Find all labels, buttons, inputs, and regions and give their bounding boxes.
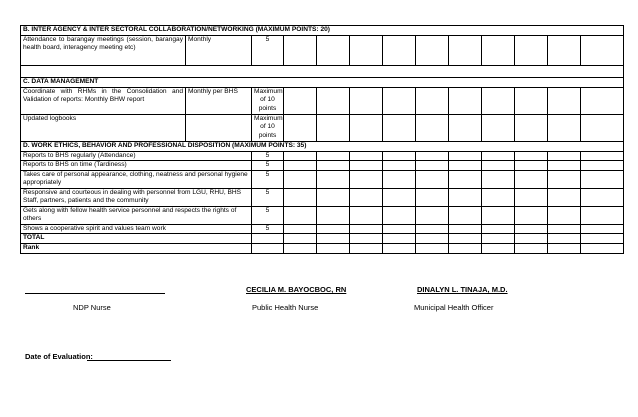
phn-title: Public Health Nurse	[252, 303, 319, 312]
rating-cell	[449, 170, 482, 188]
rating-cell	[416, 188, 449, 206]
rating-cell	[284, 88, 317, 115]
section-header: B. INTER AGENCY & INTER SECTORAL COLLABORATION/NETWORKING (MAXIMUM POINTS: 20)	[21, 26, 624, 36]
rating-cell	[515, 188, 548, 206]
rating-cell	[317, 244, 350, 254]
rating-cell	[449, 88, 482, 115]
rating-cell	[449, 234, 482, 244]
criteria-row	[21, 36, 624, 66]
rating-cell	[581, 206, 624, 224]
rating-cell	[383, 36, 416, 66]
criteria-cell: Attendance to barangay meetings (session, barangay health board, interagency meeting etc)	[21, 36, 186, 66]
rating-cell	[416, 224, 449, 233]
rating-cell	[482, 188, 515, 206]
rating-cell	[581, 244, 624, 254]
criteria-row	[21, 188, 624, 206]
criteria-cell: Shows a cooperative spirit and values team work	[21, 224, 252, 233]
rating-cell	[482, 88, 515, 115]
evaluation-table	[20, 25, 624, 254]
rating-cell	[350, 88, 383, 115]
rating-cell	[317, 36, 350, 66]
rating-cell	[317, 224, 350, 233]
section-header-row	[21, 26, 624, 36]
rating-cell	[416, 88, 449, 115]
rating-cell	[515, 224, 548, 233]
rating-cell	[350, 224, 383, 233]
points-cell: 5	[252, 170, 284, 188]
rating-cell	[350, 161, 383, 170]
rating-cell	[317, 234, 350, 244]
section-header-row	[21, 78, 624, 88]
section-header-row	[21, 142, 624, 152]
rating-cell	[482, 36, 515, 66]
rating-cell	[548, 115, 581, 142]
rating-cell	[317, 188, 350, 206]
rating-cell	[317, 206, 350, 224]
rating-cell	[350, 234, 383, 244]
rating-cell	[284, 152, 317, 161]
rating-cell	[548, 36, 581, 66]
total-row	[21, 234, 624, 244]
rank-points-cell	[252, 244, 284, 254]
rating-cell	[317, 115, 350, 142]
rating-cell	[515, 161, 548, 170]
rating-cell	[548, 88, 581, 115]
evaluation-date-line	[87, 360, 171, 361]
rating-cell	[350, 115, 383, 142]
rating-cell	[482, 115, 515, 142]
rating-cell	[449, 115, 482, 142]
rating-cell	[350, 244, 383, 254]
rating-cell	[383, 224, 416, 233]
rating-cell	[581, 188, 624, 206]
rating-cell	[581, 36, 624, 66]
points-cell: 5	[252, 206, 284, 224]
rating-cell	[284, 234, 317, 244]
rating-cell	[581, 115, 624, 142]
criteria-row	[21, 206, 624, 224]
rating-cell	[284, 161, 317, 170]
rating-cell	[416, 170, 449, 188]
rating-cell	[515, 234, 548, 244]
rating-cell	[416, 244, 449, 254]
criteria-cell: Coordinate with RHMs in the Consolidation and Validation of reports: Monthly BHW report	[21, 88, 186, 115]
rating-cell	[482, 152, 515, 161]
rating-cell	[350, 170, 383, 188]
rating-cell	[581, 88, 624, 115]
rating-cell	[449, 206, 482, 224]
rating-cell	[416, 206, 449, 224]
rating-cell	[515, 244, 548, 254]
criteria-row	[21, 161, 624, 170]
rating-cell	[284, 206, 317, 224]
points-cell: 5	[252, 188, 284, 206]
rating-cell	[284, 36, 317, 66]
rating-cell	[515, 206, 548, 224]
criteria-cell: Reports to BHS regularly (Attendance)	[21, 152, 252, 161]
rating-cell	[416, 234, 449, 244]
spacer-row	[21, 66, 624, 78]
rating-cell	[548, 188, 581, 206]
rating-cell	[317, 170, 350, 188]
criteria-row	[21, 224, 624, 233]
rating-cell	[350, 152, 383, 161]
rating-cell	[515, 88, 548, 115]
rating-cell	[581, 234, 624, 244]
rating-cell	[548, 206, 581, 224]
rating-cell	[581, 224, 624, 233]
rating-cell	[548, 152, 581, 161]
points-cell: Maximum of 10 points	[252, 88, 284, 115]
rating-cell	[449, 36, 482, 66]
section-header: D. WORK ETHICS, BEHAVIOR AND PROFESSIONAL DISPOSITION (MAXIMUM POINTS: 35)	[21, 142, 624, 152]
rating-cell	[548, 170, 581, 188]
rating-cell	[284, 188, 317, 206]
rating-cell	[383, 115, 416, 142]
criteria-row	[21, 152, 624, 161]
section-header: C. DATA MANAGEMENT	[21, 78, 624, 88]
rating-cell	[383, 161, 416, 170]
criteria-cell: Reports to BHS on time (Tardiness)	[21, 161, 252, 170]
frequency-cell	[186, 115, 252, 142]
rating-cell	[383, 152, 416, 161]
points-cell: 5	[252, 152, 284, 161]
ndp-signature-line	[25, 293, 165, 294]
rating-cell	[317, 88, 350, 115]
criteria-cell: Takes care of personal appearance, clothing, neatness and personal hygiene appropriately	[21, 170, 252, 188]
rating-cell	[350, 36, 383, 66]
rating-cell	[449, 224, 482, 233]
rating-cell	[581, 152, 624, 161]
rating-cell	[416, 115, 449, 142]
rating-cell	[449, 244, 482, 254]
rating-cell	[383, 244, 416, 254]
points-cell: 5	[252, 224, 284, 233]
rating-cell	[548, 234, 581, 244]
rating-cell	[449, 188, 482, 206]
rating-cell	[482, 170, 515, 188]
rating-cell	[383, 234, 416, 244]
rating-cell	[515, 115, 548, 142]
rating-cell	[284, 115, 317, 142]
rating-cell	[548, 161, 581, 170]
rating-cell	[548, 244, 581, 254]
rating-cell	[482, 161, 515, 170]
criteria-row	[21, 88, 624, 115]
rating-cell	[416, 152, 449, 161]
phn-name: CECILIA M. BAYOCBOC, RN	[246, 285, 347, 294]
spacer-cell	[21, 66, 624, 78]
rating-cell	[482, 224, 515, 233]
rating-cell	[383, 206, 416, 224]
rating-cell	[515, 36, 548, 66]
rating-cell	[317, 161, 350, 170]
frequency-cell: Monthly per BHS	[186, 88, 252, 115]
points-cell: 5	[252, 36, 284, 66]
rating-cell	[284, 244, 317, 254]
total-points-cell	[252, 234, 284, 244]
rating-cell	[416, 161, 449, 170]
rating-cell	[449, 161, 482, 170]
rank-label: Rank	[21, 244, 252, 254]
criteria-cell: Gets along with fellow health service personnel and respects the rights of others	[21, 206, 252, 224]
ndp-title: NDP Nurse	[73, 303, 111, 312]
rating-cell	[350, 188, 383, 206]
total-label: TOTAL	[21, 234, 252, 244]
rating-cell	[548, 224, 581, 233]
rating-cell	[350, 206, 383, 224]
rating-cell	[581, 161, 624, 170]
mho-name: DINALYN L. TINAJA, M.D.	[417, 285, 508, 294]
criteria-cell: Responsive and courteous in dealing with personnel from LGU, RHU, BHS Staff, partners, patients and the community	[21, 188, 252, 206]
rating-cell	[482, 234, 515, 244]
rating-cell	[515, 152, 548, 161]
rating-cell	[482, 244, 515, 254]
points-cell: Maximum of 10 points	[252, 115, 284, 142]
mho-title: Municipal Health Officer	[414, 303, 494, 312]
frequency-cell: Monthly	[186, 36, 252, 66]
points-cell: 5	[252, 161, 284, 170]
rating-cell	[284, 224, 317, 233]
rank-row	[21, 244, 624, 254]
rating-cell	[515, 170, 548, 188]
evaluation-date-label: Date of Evaluation:	[25, 352, 93, 361]
rating-cell	[416, 36, 449, 66]
rating-cell	[284, 170, 317, 188]
rating-cell	[317, 152, 350, 161]
criteria-cell: Updated logbooks	[21, 115, 186, 142]
rating-cell	[383, 170, 416, 188]
rating-cell	[581, 170, 624, 188]
rating-cell	[383, 88, 416, 115]
rating-cell	[482, 206, 515, 224]
rating-cell	[383, 188, 416, 206]
criteria-row	[21, 115, 624, 142]
criteria-row	[21, 170, 624, 188]
rating-cell	[449, 152, 482, 161]
